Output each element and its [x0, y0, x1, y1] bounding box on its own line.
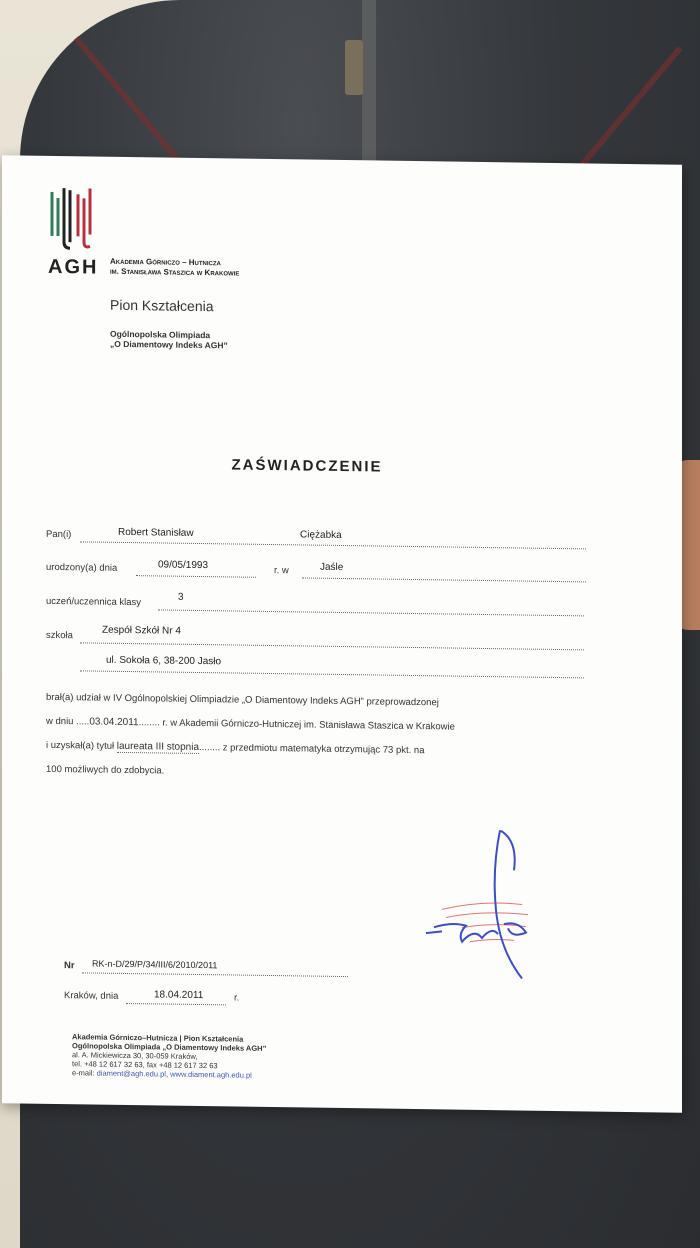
birth-place-label: r. w — [274, 565, 289, 577]
olympiad-line1: Ogólnopolska Olimpiada — [110, 328, 211, 341]
footer-line-3: al. A. Mickiewicza 30, 30-059 Kraków, — [72, 1050, 198, 1061]
school-label: szkoła — [46, 629, 73, 642]
certificate-document — [2, 155, 682, 1112]
number-label: Nr — [64, 960, 75, 972]
issue-place-label: Kraków, dnia — [64, 990, 119, 1002]
department-name: Pion Kształcenia — [110, 296, 214, 315]
school-address-value: ul. Sokoła 6, 38-200 Jasło — [106, 654, 222, 668]
issue-date-suffix: r. — [234, 992, 240, 1004]
university-name-line1: Akademia Górniczo – Hutnicza — [110, 256, 221, 268]
olympiad-line2: „O Diamentowy Indeks AGH” — [110, 338, 228, 351]
document-title: ZAŚWIADCZENIE — [231, 456, 383, 476]
first-names-value: Robert Stanisław — [118, 526, 194, 539]
footer-line-4: tel. +48 12 617 32 63, fax +48 12 617 32 63 — [72, 1059, 218, 1071]
olympiad-name — [110, 329, 228, 351]
award-value: laureata III stopnia — [116, 740, 200, 754]
footer-line-2: Ogólnopolska Olimpiada „O Diamentowy Indeks AGH” — [72, 1041, 267, 1053]
school-dotted-line — [80, 642, 584, 650]
agh-logo-icon — [48, 184, 100, 255]
surname-value: Ciężabka — [300, 529, 342, 541]
award-dots: ........ — [199, 742, 221, 754]
body-line-4: 100 możliwych do zdobycia. — [46, 763, 165, 777]
footer-contact — [72, 1032, 266, 1080]
birth-place-dotted-line — [302, 577, 586, 582]
body-line-3-prefix: i uzyskał(a) tytuł — [46, 739, 115, 752]
school-address-dotted-line — [80, 670, 584, 678]
university-name — [110, 257, 239, 279]
issue-date-dotted-line — [126, 1003, 226, 1005]
body-line-3-suffix: z przedmiotu matematyka otrzymując 73 pkt. na — [222, 742, 425, 757]
number-value: RK-n-D/29/P/34/III/6/2010/2011 — [92, 958, 218, 971]
agh-abbreviation: AGH — [48, 255, 99, 279]
name-dotted-line — [80, 541, 586, 549]
footer-line-1: Akademia Górniczo–Hutnicza | Pion Kształcenia — [72, 1032, 244, 1044]
issue-date-value: 18.04.2011 — [154, 989, 204, 1002]
footer-email-label: e-mail: — [72, 1068, 95, 1078]
class-label: uczeń/uczennica klasy — [46, 595, 142, 609]
body-line-2-prefix: w dniu — [46, 715, 74, 728]
footer-email-link[interactable]: diament@agh.edu.pl — [96, 1068, 166, 1079]
olympiad-date-dots-after: ........ — [138, 717, 160, 729]
class-value: 3 — [178, 591, 184, 603]
footer-website-link[interactable]: www.diament.agh.edu.pl — [170, 1069, 252, 1080]
birth-place-value: Jaśle — [320, 561, 344, 574]
school-name-value: Zespół Szkół Nr 4 — [102, 624, 181, 637]
birth-label: urodzony(a) dnia — [46, 561, 118, 574]
red-stamp — [442, 902, 528, 942]
name-label: Pan(i) — [46, 528, 72, 541]
footer-line-5: e-mail: diament@agh.edu.pl, www.diament.agh.edu.pl — [72, 1068, 252, 1080]
birth-date-dotted-line — [136, 575, 256, 578]
class-dotted-line — [158, 609, 584, 616]
jacket-zipper — [362, 0, 376, 180]
body-line-1: brał(a) udział w IV Ogólnopolskiej Olimpiadzie „O Diamentowy Indeks AGH” przeprowadzonej — [46, 691, 439, 709]
olympiad-date-dots: ..... — [76, 716, 90, 728]
birth-date-value: 09/05/1993 — [158, 559, 209, 572]
olympiad-date-value: 03.04.2011 — [89, 716, 139, 729]
certificate-body — [46, 686, 584, 790]
number-dotted-line — [82, 972, 348, 977]
zipper-pull — [345, 40, 363, 95]
body-line-2-suffix: r. w Akademii Górniczo-Hutniczej im. Stanisława Staszica w Krakowie — [162, 717, 455, 733]
university-name-line2: im. Stanisława Staszica w Krakowie — [110, 266, 240, 278]
signature-and-stamp — [422, 829, 572, 991]
